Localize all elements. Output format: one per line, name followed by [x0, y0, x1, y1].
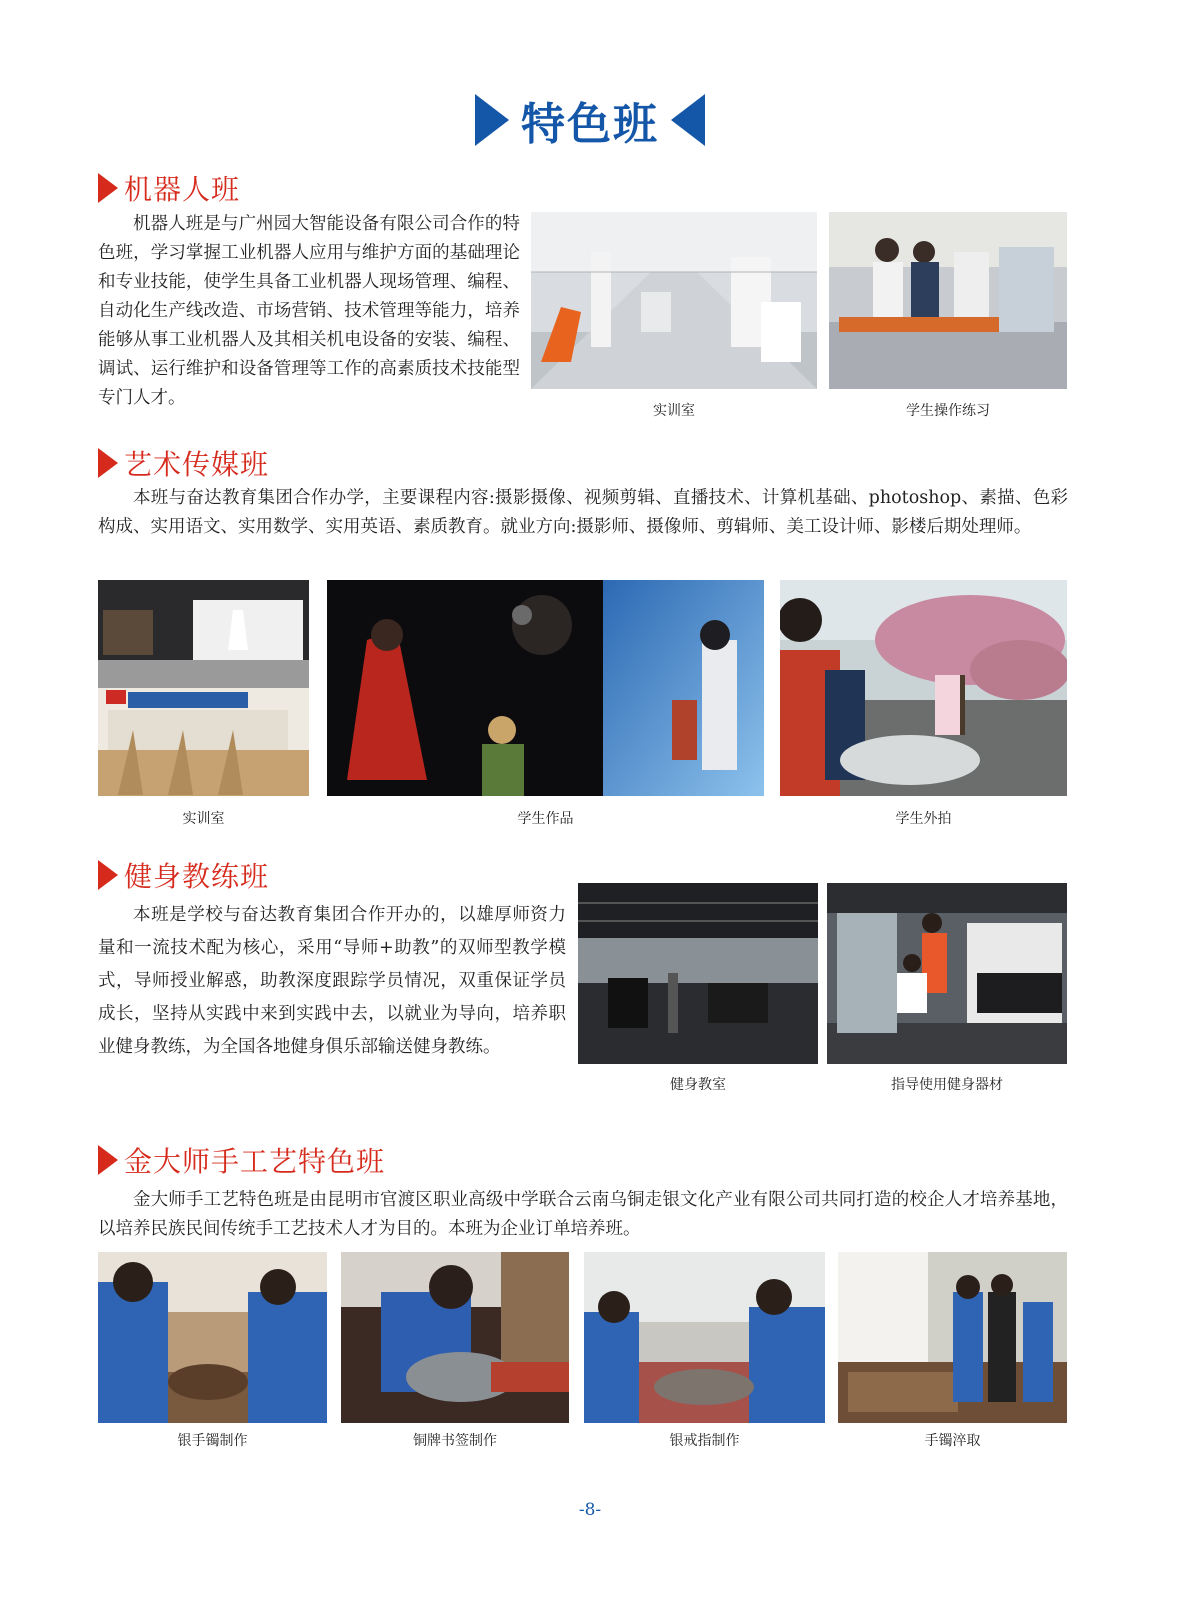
section-title: 机器人班	[124, 173, 241, 206]
section-arrow-icon	[98, 448, 118, 478]
photo-fitness-guide	[827, 883, 1067, 1064]
section-arrow-icon	[98, 860, 118, 890]
section-title: 健身教练班	[124, 860, 270, 893]
caption-media-works: 学生作品	[517, 811, 574, 827]
page-number: -8-	[578, 1500, 602, 1520]
caption-media-outdoor: 学生外拍	[895, 811, 952, 827]
photo-craft-quench	[838, 1252, 1067, 1423]
photo-media-outdoor	[780, 580, 1067, 796]
photo-robot-practice	[829, 212, 1067, 389]
section-body-media: 本班与奋达教育集团合作办学，主要课程内容:摄影摄像、视频剪辑、直播技术、计算机基础、photoshop、素描、色彩构成、实用语文、实用数学、实用英语、素质教育。就业方向:摄影师、摄像师、剪辑师、美工设计师、影楼后期处理师。	[98, 488, 1068, 537]
page-title	[0, 88, 1180, 152]
photo-media-works	[327, 580, 764, 796]
title-right-arrow-icon	[671, 94, 705, 146]
caption-media-lab: 实训室	[182, 811, 225, 827]
caption-robot-lab: 实训室	[653, 403, 695, 419]
photo-fitness-room	[578, 883, 818, 1064]
caption-craft-bookmark: 铜牌书签制作	[413, 1433, 497, 1449]
section-title: 艺术传媒班	[124, 448, 270, 481]
caption-fitness-guide: 指导使用健身器材	[891, 1077, 1003, 1093]
section-body-robot: 机器人班是与广州园大智能设备有限公司合作的特色班，学习掌握工业机器人应用与维护方面的基础理论和专业技能，使学生具备工业机器人现场管理、编程、自动化生产线改造、市场营销、技术管理等能力，培养能够从事工业机器人及其相关机电设备的安装、编程、调试、运行维护和设备管理等工作的高素质技术技能型专门人才。	[98, 214, 520, 408]
section-heading-fitness	[98, 855, 269, 895]
caption-robot-practice: 学生操作练习	[906, 403, 990, 419]
title-left-arrow-icon	[475, 94, 509, 146]
photo-robot-lab	[531, 212, 817, 389]
section-arrow-icon	[98, 1145, 118, 1175]
section-heading-robot	[98, 168, 240, 208]
section-body-craft: 金大师手工艺特色班是由昆明市官渡区职业高级中学联合云南乌铜走银文化产业有限公司共同打造的校企人才培养基地，以培养民族民间传统手工艺技术人才为目的。本班为企业订单培养班。	[98, 1190, 1068, 1239]
photo-media-lab	[98, 580, 309, 796]
caption-fitness-room: 健身教室	[670, 1077, 726, 1093]
photo-craft-bookmark	[341, 1252, 569, 1423]
caption-craft-quench: 手镯淬取	[924, 1433, 981, 1449]
section-body-fitness: 本班是学校与奋达教育集团合作开办的，以雄厚师资力量和一流技术配为核心，采用“导师+助教”的双师型教学模式，导师授业解惑，助教深度跟踪学员情况，双重保证学员成长，坚持从实践中来到实践中去，以就业为导向，培养职业健身教练，为全国各地健身俱乐部输送健身教练。	[98, 905, 566, 1057]
page-title-text: 特色班	[521, 99, 659, 150]
section-arrow-icon	[98, 173, 118, 203]
caption-craft-ring: 银戒指制作	[669, 1433, 740, 1449]
section-heading-craft	[98, 1140, 385, 1180]
caption-craft-bracelet: 银手镯制作	[177, 1433, 248, 1449]
section-title: 金大师手工艺特色班	[124, 1145, 386, 1178]
section-heading-media	[98, 443, 269, 483]
photo-craft-ring	[584, 1252, 825, 1423]
photo-craft-bracelet	[98, 1252, 327, 1423]
